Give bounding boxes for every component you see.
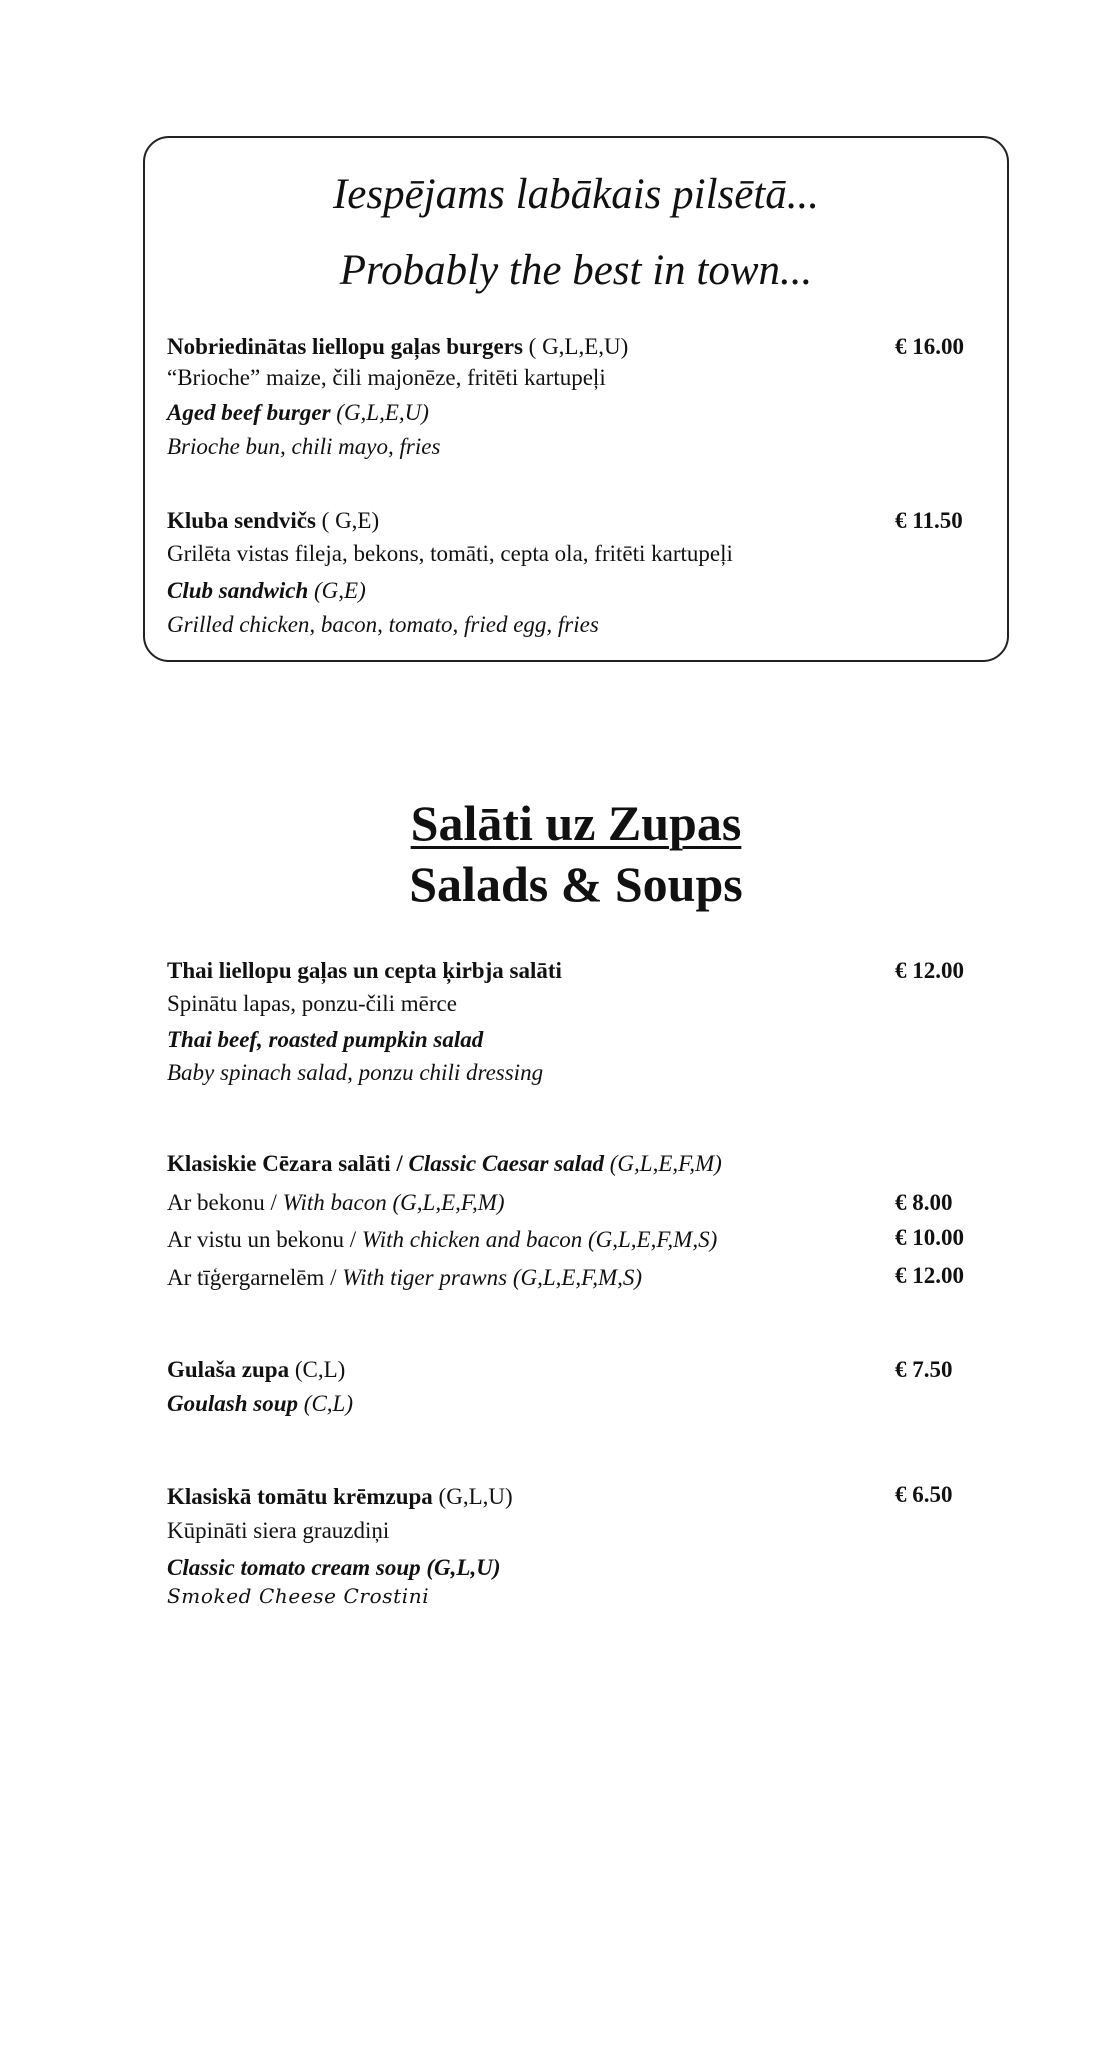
tomato-name-en: Classic tomato cream soup (G,L,U): [167, 1555, 501, 1580]
thai-name-en: Thai beef, roasted pumpkin salad: [167, 1027, 484, 1052]
club-name-en: Club sandwich (G,E): [167, 578, 366, 603]
club-desc-en: Grilled chicken, bacon, tomato, fried egg, fries: [167, 612, 599, 637]
tomato-name-lv: Klasiskā tomātu krēmzupa (G,L,U): [167, 1484, 513, 1509]
tomato-desc-en: Smoked Cheese Crostini: [167, 1584, 430, 1608]
goulash-name-lv: Gulaša zupa (C,L): [167, 1357, 346, 1382]
thai-name-lv: Thai liellopu gaļas un cepta ķirbja salāti: [167, 958, 562, 983]
caesar-option-chicken-bacon-price: € 10.00: [895, 1225, 964, 1250]
club-name-lv: Kluba sendvičs ( G,E): [167, 508, 380, 533]
goulash-price: € 7.50: [895, 1357, 953, 1382]
tomato-price: € 6.50: [895, 1482, 953, 1507]
burger-desc-en: Brioche bun, chili mayo, fries: [167, 434, 441, 459]
burger-desc-lv: “Brioche” maize, čili majonēze, fritēti kartupeļi: [167, 365, 606, 390]
club-price: € 11.50: [895, 508, 963, 533]
club-desc-lv: Grilēta vistas fileja, bekons, tomāti, cepta ola, fritēti kartupeļi: [167, 541, 733, 566]
thai-desc-lv: Spinātu lapas, ponzu-čili mērce: [167, 991, 457, 1016]
thai-desc-en: Baby spinach salad, ponzu chili dressing: [167, 1060, 544, 1085]
burger-price: € 16.00: [895, 334, 964, 359]
burger-name-en: Aged beef burger (G,L,E,U): [167, 400, 429, 425]
thai-price: € 12.00: [895, 958, 964, 983]
goulash-name-en: Goulash soup (C,L): [167, 1391, 353, 1416]
tomato-desc-lv: Kūpināti siera grauzdiņi: [167, 1518, 390, 1543]
section-title-lv: Salāti uz Zupas: [410, 795, 742, 851]
section-title-en: Salads & Soups: [409, 856, 743, 912]
caesar-option-bacon-price: € 8.00: [895, 1190, 953, 1215]
tagline-en: Probably the best in town...: [339, 247, 813, 294]
caesar-option-bacon: Ar bekonu / With bacon (G,L,E,F,M): [167, 1190, 505, 1215]
burger-name-lv: Nobriedinātas liellopu gaļas burgers ( G,L,E,U): [167, 334, 629, 359]
tagline-lv: Iespējams labākais pilsētā...: [332, 171, 820, 218]
caesar-option-prawns: Ar tīģergarnelēm / With tiger prawns (G,L,E,F,M,S): [167, 1265, 643, 1290]
caesar-option-prawns-price: € 12.00: [895, 1263, 964, 1288]
caesar-option-chicken-bacon: Ar vistu un bekonu / With chicken and bacon (G,L,E,F,M,S): [167, 1227, 718, 1252]
caesar-title: Klasiskie Cēzara salāti / Classic Caesar salad (G,L,E,F,M): [167, 1151, 722, 1176]
